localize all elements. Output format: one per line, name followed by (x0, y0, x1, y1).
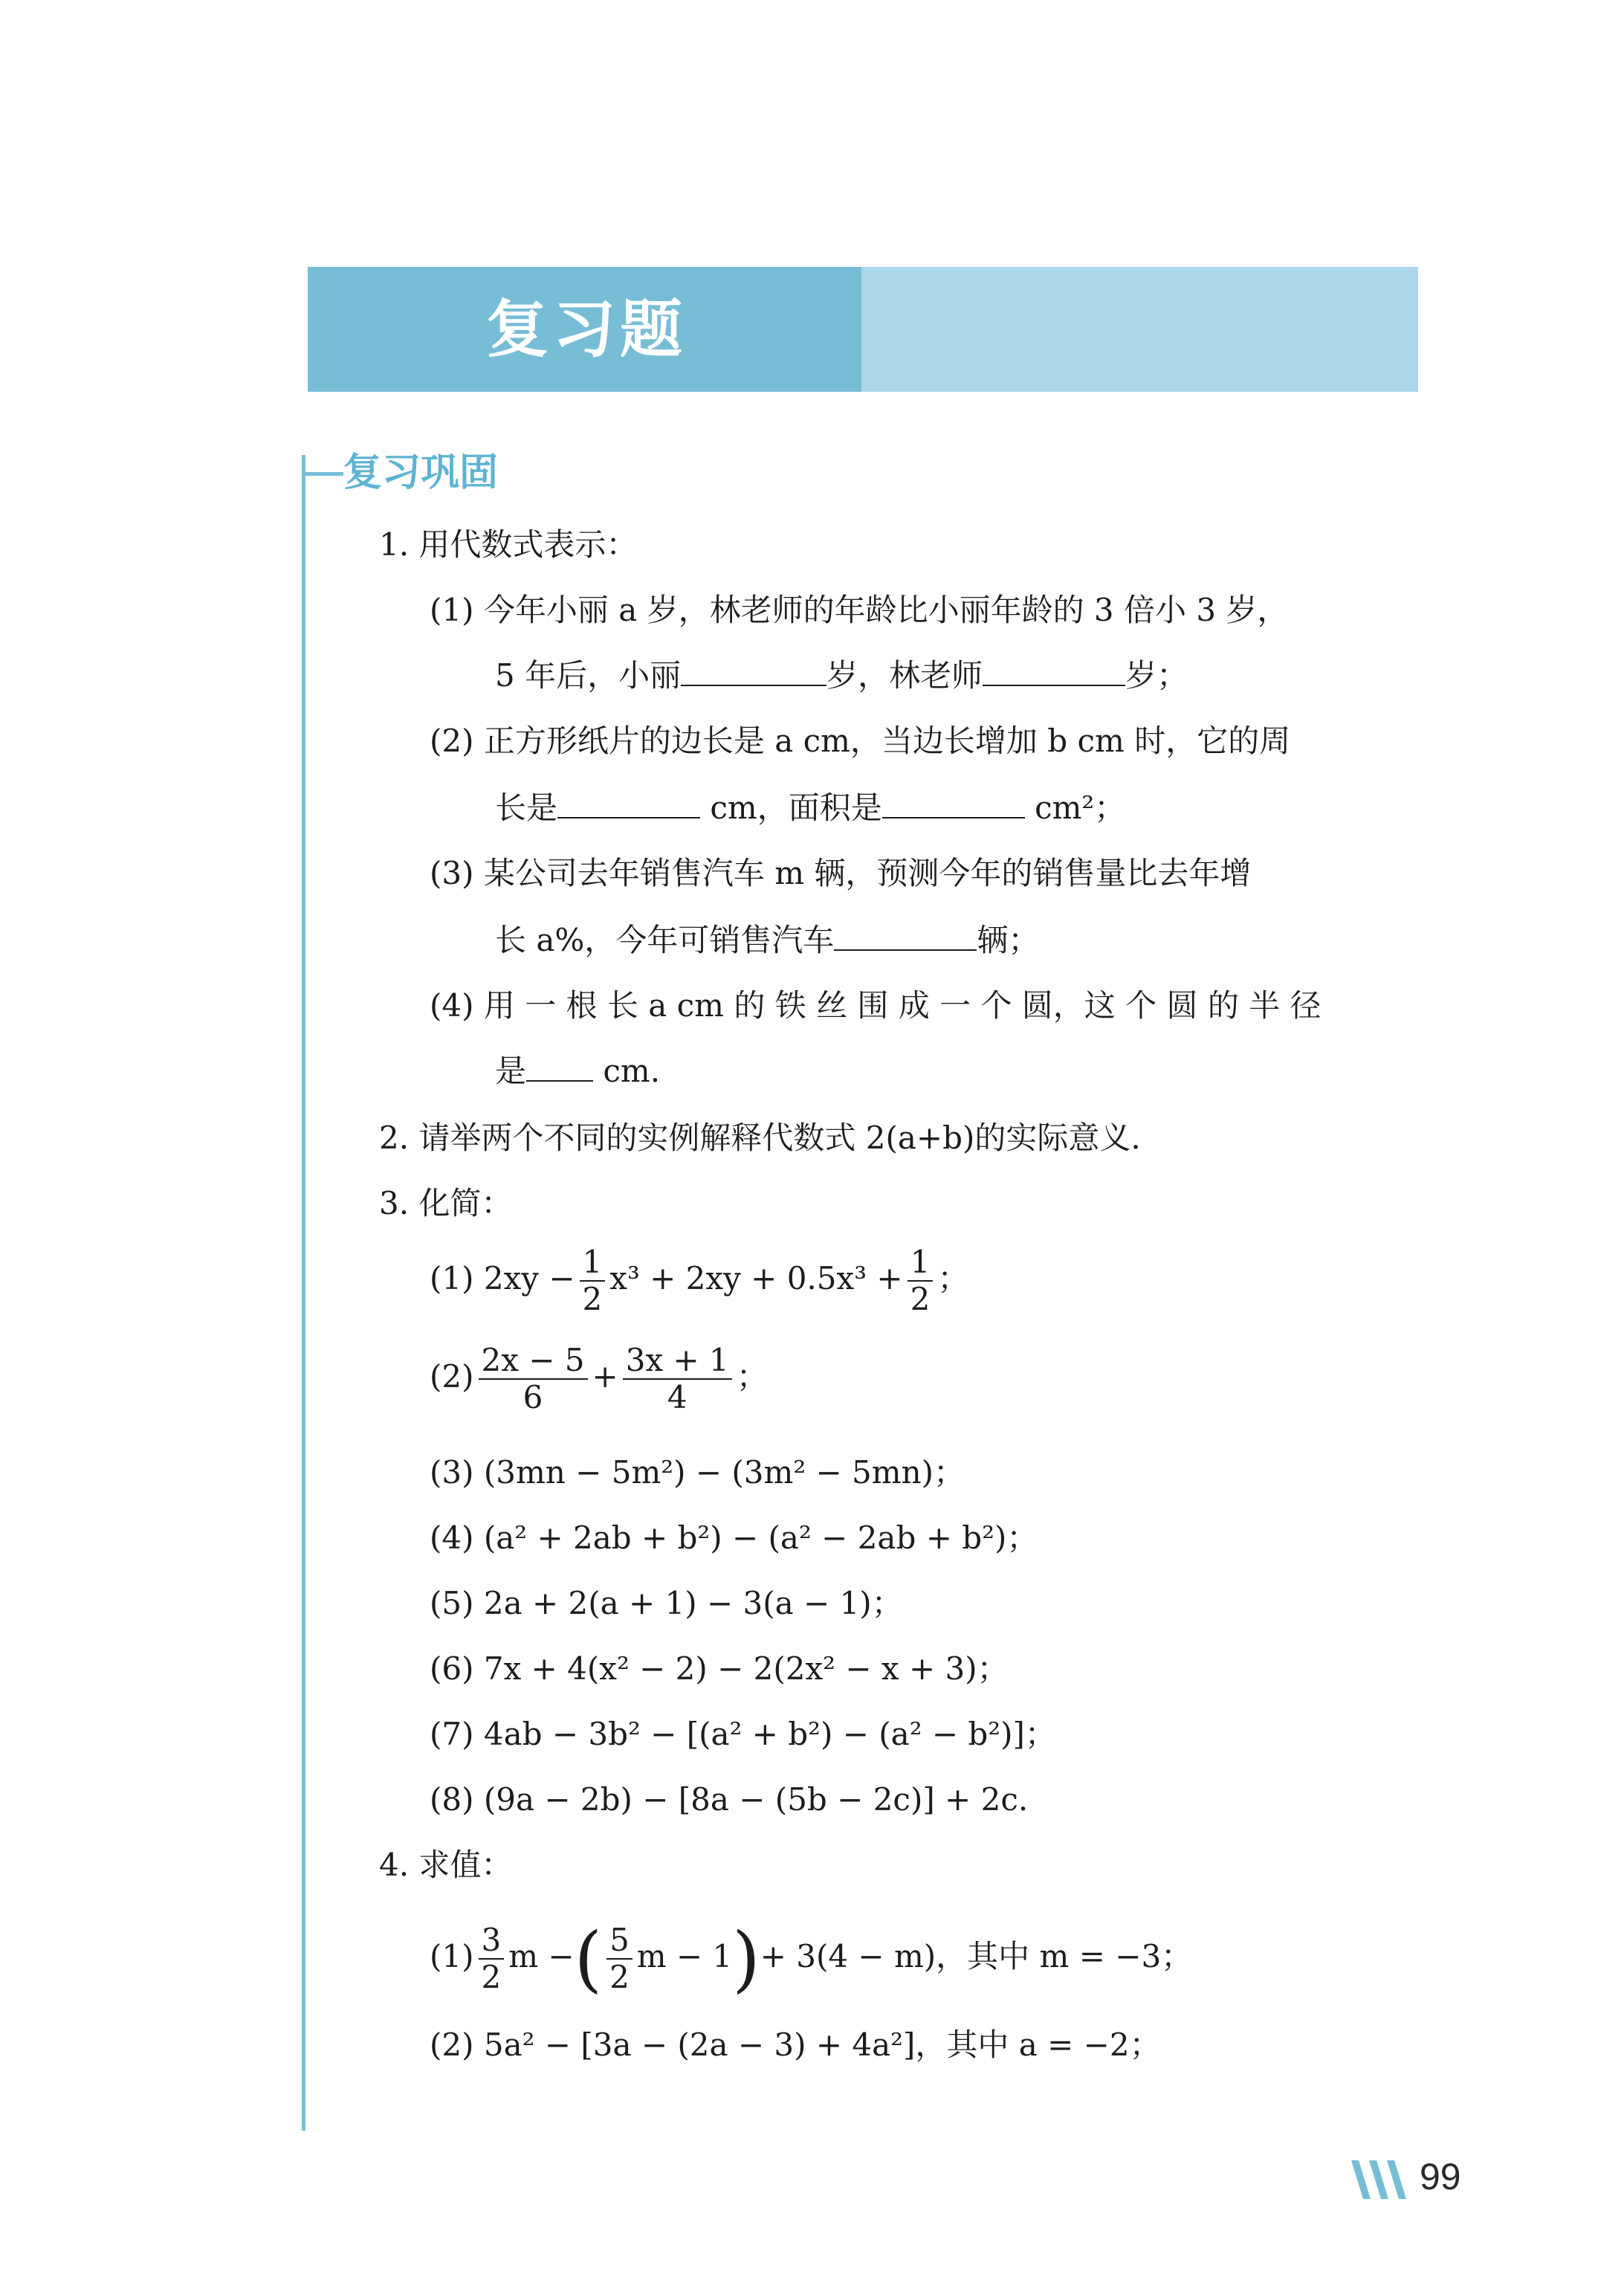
problem-3-item-8: (8) (9a − 2b) − [8a − (5b − 2c)] + 2c. (430, 1781, 1029, 1818)
problem-3-item-4: (4) (a² + 2ab + b²) − (a² − 2ab + b²)； (430, 1520, 1038, 1556)
fraction: $\frac{1}{2}$ (908, 1244, 934, 1317)
problem-4-stem: 4. 求值： (379, 1847, 513, 1883)
section-rule (302, 455, 305, 2131)
answer-blank[interactable] (557, 789, 700, 818)
problem-3-item-1: (1) 2xy − $\frac{1}{2}$ x³ + 2xy + 0.5x³ + $\frac{1}{2}$ ； (430, 1244, 969, 1317)
problem-2-stem: 2. 请举两个不同的实例解释代数式 2(a+b)的实际意义. (379, 1120, 1141, 1156)
problem-3-item-6: (6) 7x + 4(x² − 2) − 2(2x² − x + 3)； (430, 1650, 1009, 1687)
problem-4-item-2: (2) 5a² − [3a − (2a − 3) + 4a²]，其中 a = −2； (430, 2027, 1161, 2063)
problem-1-part-3-line-1: (3) 某公司去年销售汽车 m 辆，预测今年的销售量比去年增 (430, 855, 1252, 891)
fraction: $\frac{3x + 1}{4}$ (623, 1343, 732, 1415)
problem-1-part-1-line-2: 5 年后，小丽 岁，林老师 岁； (495, 657, 1188, 694)
page-number: 99 (1420, 2156, 1461, 2198)
problem-3-item-3: (3) (3mn − 5m²) − (3m² − 5mn)； (430, 1454, 965, 1491)
section-rule-stub (302, 472, 343, 476)
problem-1-part-2-line-1: (2) 正方形纸片的边长是 a cm，当边长增加 b cm 时，它的周 (430, 723, 1291, 759)
page-marker-slashes-icon (1351, 2159, 1412, 2200)
fraction: $\frac{5}{2}$ (606, 1922, 633, 1995)
problem-3-item-7: (7) 4ab − 3b² − [(a² + b²) − (a² − b²)]； (430, 1716, 1056, 1752)
fraction: $\frac{2x - 5}{6}$ (479, 1343, 588, 1415)
fraction: $\frac{3}{2}$ (479, 1922, 505, 1995)
problem-1-part-4-line-1: (4) 用 一 根 长 a cm 的 铁 丝 围 成 一 个 圆，这 个 圆 的 半 径 (430, 987, 1321, 1024)
answer-blank[interactable] (526, 1052, 593, 1082)
banner-right-block (861, 267, 1418, 392)
title-banner (308, 267, 1418, 392)
problem-1-part-2-line-2: 长是 cm，面积是 cm²； (495, 789, 1126, 826)
page-title: 复习题 (486, 293, 688, 366)
problem-3-item-2: (2) $\frac{2x - 5}{6}$ + $\frac{3x + 1}{4}$ ； (430, 1342, 768, 1415)
problem-1-part-4-line-2: 是 cm. (495, 1053, 661, 1089)
answer-blank[interactable] (681, 656, 826, 686)
problem-1-part-3-line-2: 长 a%，今年可销售汽车 辆； (495, 922, 1040, 958)
problem-3-stem: 3. 化简： (379, 1185, 513, 1221)
problem-1-stem: 1. 用代数式表示： (379, 526, 638, 563)
problem-4-item-1: (1) $\frac{3}{2}$ m −( $\frac{5}{2}$ m − 1)+ 3(4 − m)，其中 m = −3； (430, 1917, 1193, 2001)
section-title: 复习巩固 (343, 451, 499, 495)
answer-blank[interactable] (983, 656, 1125, 686)
problem-3-item-5: (5) 2a + 2(a + 1) − 3(a − 1)； (430, 1585, 903, 1621)
problem-1-part-1-line-1: (1) 今年小丽 a 岁，林老师的年龄比小丽年龄的 3 倍小 3 岁， (430, 592, 1289, 628)
answer-blank[interactable] (882, 789, 1025, 818)
answer-blank[interactable] (834, 921, 977, 951)
fraction: $\frac{1}{2}$ (580, 1244, 606, 1317)
